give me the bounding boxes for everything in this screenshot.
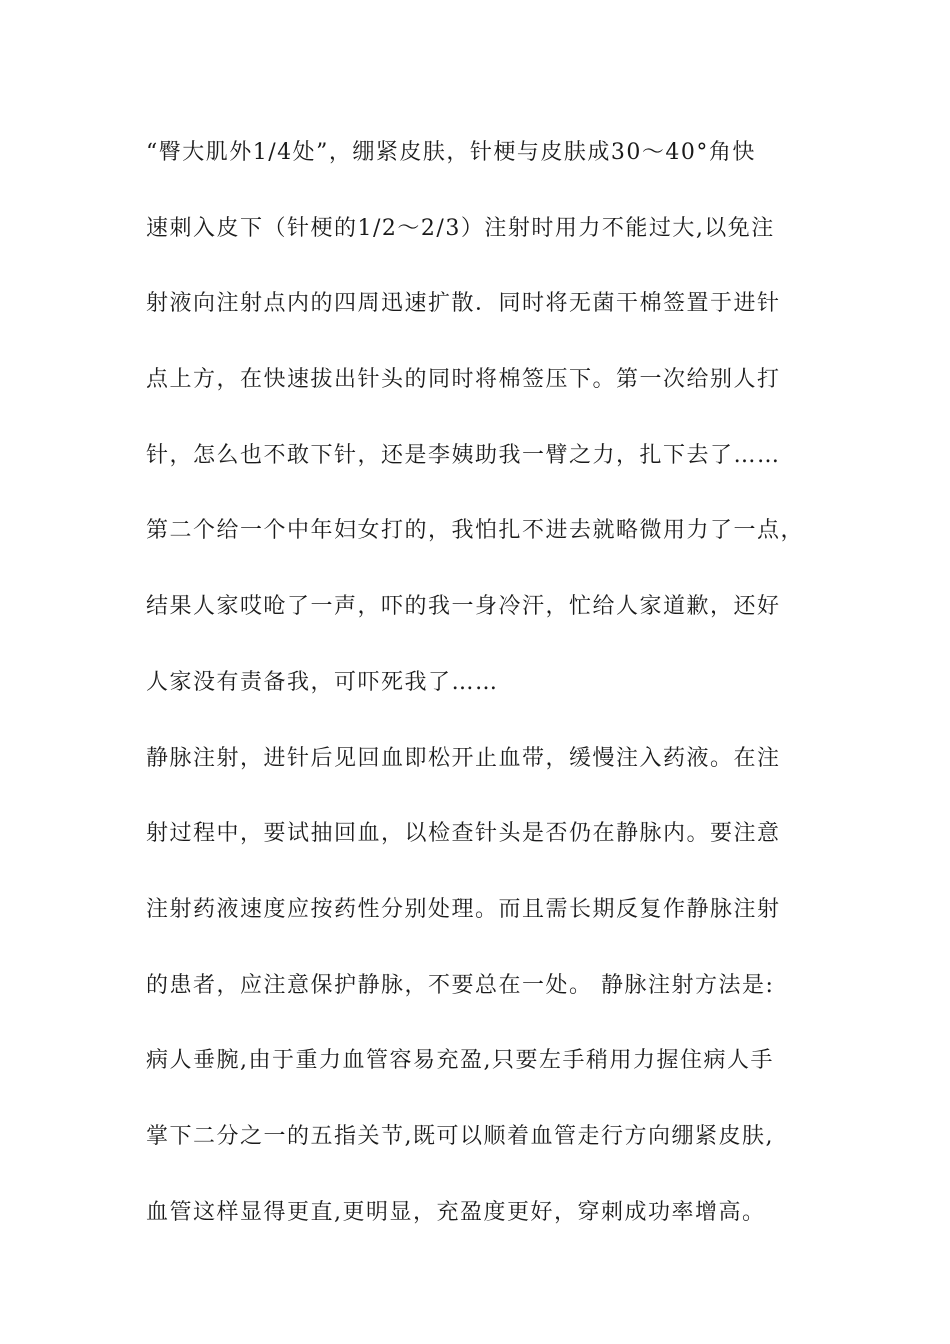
text-line: 射过程中，要试抽回血，以检查针头是否仍在静脉内。要注意 (146, 821, 781, 847)
text-line: 掌下二分之一的五指关节,既可以顺着血管走行方向绷紧皮肤, (146, 1123, 774, 1149)
text-line: 病人垂腕,由于重力血管容易充盈,只要左手稍用力握住病人手 (146, 1048, 774, 1074)
text-line: 速刺入皮下（针梗的1/2～2/3）注射时用力不能过大,以免注 (146, 215, 775, 241)
text-line: 注射药液速度应按药性分别处理。而且需长期反复作静脉注射 (146, 896, 781, 922)
text-line: 射液向注射点内的四周迅速扩散．同时将无菌干棉签置于进针 (146, 291, 781, 317)
text-line: 静脉注射，进针后见回血即松开止血带，缓慢注入药液。在注 (146, 745, 781, 771)
text-line: 血管这样显得更直,更明显，充盈度更好，穿刺成功率增高。 (146, 1199, 766, 1225)
text-line: “臀大肌外1/4处”，绷紧皮肤，针梗与皮肤成30～40°角快 (146, 140, 756, 165)
body-text (146, 128, 814, 1263)
text-line: 人家没有责备我，可吓死我了…… (146, 669, 499, 695)
text-line: 的患者，应注意保护静脉，不要总在一处。 静脉注射方法是: (146, 972, 775, 998)
text-line: 结果人家哎呛了一声，吓的我一身冷汗，忙给人家道歉，还好 (146, 594, 781, 620)
text-line: 第二个给一个中年妇女打的，我怕扎不进去就略微用力了一点， (146, 518, 805, 544)
text-line: 点上方，在快速拔出针头的同时将棉签压下。第一次给别人打 (146, 367, 781, 393)
text-line: 针，怎么也不敢下针，还是李姨助我一臂之力，扎下去了…… (146, 442, 781, 468)
